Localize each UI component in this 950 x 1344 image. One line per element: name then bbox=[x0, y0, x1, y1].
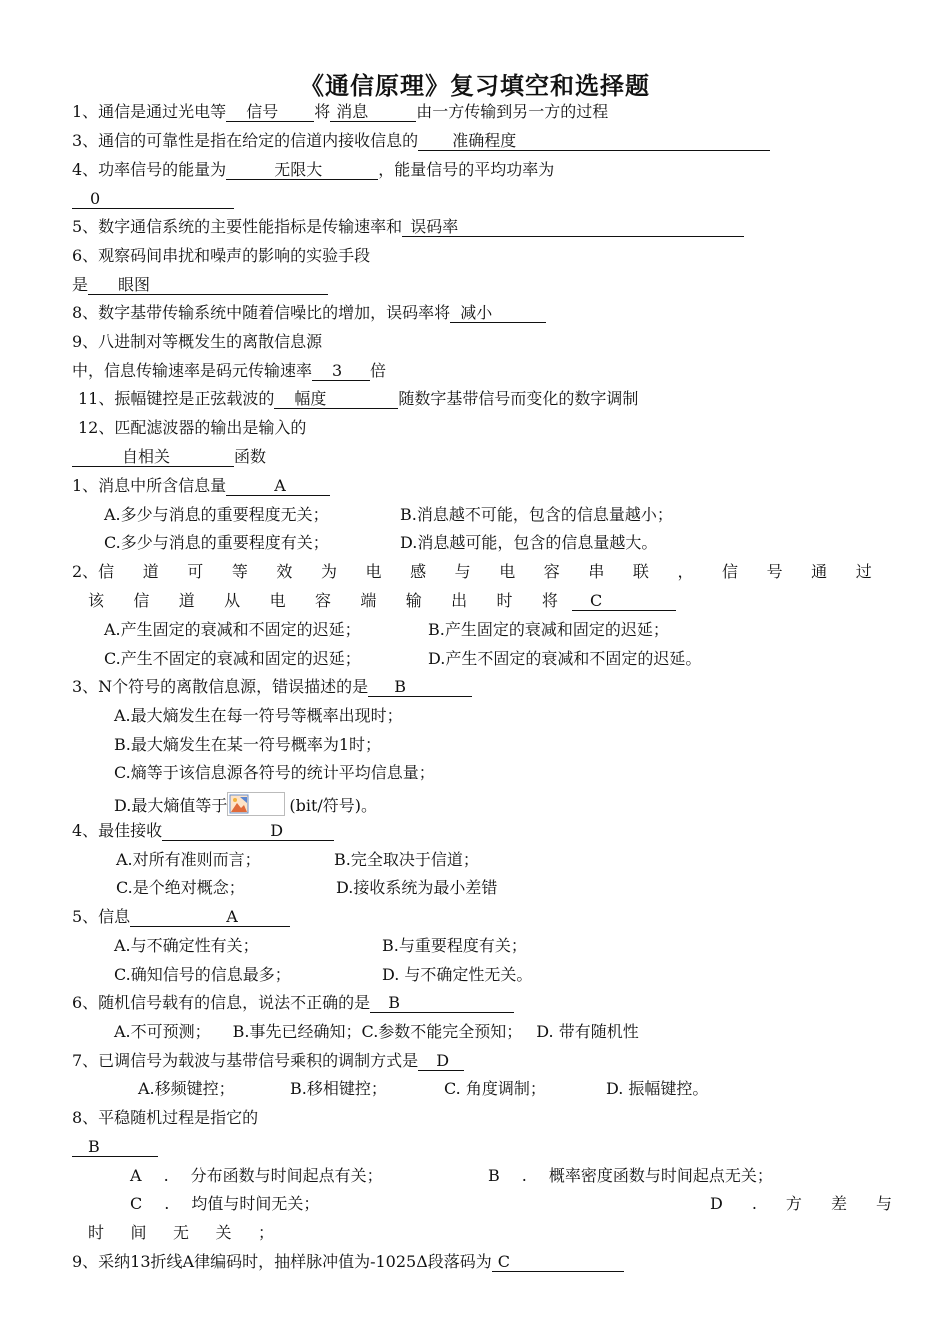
stem-char: 串 bbox=[588, 562, 605, 581]
option-d: D.消息越可能，包含的信息量越大。 bbox=[400, 533, 658, 552]
option-c: C.参数不能完全预知； bbox=[361, 1022, 523, 1041]
stem-char: 联 bbox=[632, 562, 649, 581]
option-b: B.完全取决于信道； bbox=[334, 850, 479, 869]
stem-char: 2、信 bbox=[72, 562, 115, 581]
choice-q9: 9、采纳13折线A律编码时，抽样脉冲值为-1025Δ段落码为 C bbox=[72, 1252, 624, 1272]
answer-blank: 减小 bbox=[450, 304, 546, 323]
stem-char: 关 bbox=[215, 1223, 232, 1242]
stem-char: 为 bbox=[320, 562, 337, 581]
answer-blank: D bbox=[418, 1052, 464, 1071]
option-a: A . 分布函数与时间起点有关； bbox=[130, 1166, 383, 1185]
option-c: C.熵等于该信息源各符号的统计平均信息量； bbox=[114, 763, 435, 782]
option-d: D. 带有随机性 bbox=[536, 1022, 639, 1041]
broken-image-icon bbox=[227, 792, 285, 816]
answer-blank: 眼图 bbox=[88, 276, 328, 295]
option-d: D. 振幅键控。 bbox=[606, 1079, 709, 1098]
stem-char: 道 bbox=[142, 562, 159, 581]
stem-char: 通 bbox=[811, 562, 828, 581]
fill-q5: 5、数字通信系统的主要性能指标是传输速率和 误码率 bbox=[72, 217, 744, 237]
stem-char: 电 bbox=[499, 562, 516, 581]
choice-q6-options bbox=[114, 1022, 639, 1042]
choice-q1: 1、消息中所含信息量 A bbox=[72, 476, 330, 496]
option-d: D.最大熵值等于 (bit/符号)。 bbox=[114, 792, 377, 816]
answer-blank: 信号 bbox=[226, 103, 314, 122]
stem-char: 与 bbox=[875, 1194, 892, 1213]
fill-q9-cont: 中，信息传输速率是码元传输速率 3 倍 bbox=[72, 361, 387, 380]
option-a: A.多少与消息的重要程度无关； bbox=[104, 505, 329, 524]
stem-char: 输 bbox=[405, 591, 422, 610]
option-a: A.最大熵发生在每一符号等概率出现时； bbox=[114, 706, 403, 725]
answer-blank: 误码率 bbox=[402, 218, 744, 237]
stem-char: 效 bbox=[276, 562, 293, 581]
stem-char: 间 bbox=[130, 1223, 147, 1242]
option-c: C . 均值与时间无关； bbox=[130, 1194, 320, 1213]
answer-blank: 无限大 bbox=[226, 161, 378, 180]
option-d: D.接收系统为最小差错 bbox=[336, 878, 498, 897]
choice-q3: 3、N个符号的离散信息源，错误描述的是 B bbox=[72, 677, 472, 697]
answer-blank: 0 bbox=[72, 190, 234, 209]
stem-char: 出 bbox=[451, 591, 468, 610]
stem-char: ； bbox=[257, 1223, 274, 1242]
option-c: C.确知信号的信息最多； bbox=[114, 965, 291, 984]
stem-char: 号 bbox=[766, 562, 783, 581]
answer-blank: B bbox=[370, 994, 514, 1013]
stem-char: ， bbox=[677, 562, 694, 581]
option-b: B.移相键控； bbox=[290, 1079, 387, 1098]
page-title: 《通信原理》复习填空和选择题 bbox=[300, 71, 650, 100]
choice-q4: 4、最佳接收 D bbox=[72, 821, 334, 841]
option-b: B . 概率密度函数与时间起点无关； bbox=[488, 1166, 773, 1185]
answer-blank: A bbox=[130, 908, 290, 927]
option-c: C.产生不固定的衰减和固定的迟延； bbox=[104, 649, 361, 668]
fill-q8: 8、数字基带传输系统中随着信噪比的增加，误码率将 减小 bbox=[72, 303, 546, 323]
answer-blank: B bbox=[368, 678, 472, 697]
stem-char: 端 bbox=[360, 591, 377, 610]
option-d bbox=[710, 1194, 892, 1214]
stem-char: 时 bbox=[88, 1223, 105, 1242]
option-c: C.多少与消息的重要程度有关； bbox=[104, 533, 329, 552]
fill-q12-cont: 自相关 函数 bbox=[72, 447, 266, 467]
stem-char: 信 bbox=[133, 591, 150, 610]
choice-q5: 5、信息 A bbox=[72, 907, 290, 927]
stem-char: 方 bbox=[785, 1194, 802, 1213]
answer-blank: 自相关 bbox=[72, 448, 234, 467]
answer-blank: 幅度 bbox=[274, 390, 398, 409]
stem-char: 从 bbox=[224, 591, 241, 610]
fill-q11: 11、振幅键控是正弦载波的 幅度 随数字基带信号而变化的数字调制 bbox=[78, 389, 639, 408]
fill-q6: 6、观察码间串扰和噪声的影响的实验手段 bbox=[72, 246, 371, 265]
option-a: A.与不确定性有关； bbox=[114, 936, 259, 955]
choice-q2-stem bbox=[72, 562, 872, 582]
option-b: B.与重要程度有关； bbox=[382, 936, 527, 955]
choice-q2-stem-cont bbox=[88, 591, 676, 611]
choice-q6: 6、随机信号载有的信息，说法不正确的是 B bbox=[72, 993, 514, 1013]
option-c: C. 角度调制； bbox=[444, 1079, 546, 1098]
stem-char: 容 bbox=[314, 591, 331, 610]
stem-char: 与 bbox=[454, 562, 471, 581]
fill-q1: 1、通信是通过光电等 信号 将 消息 由一方传输到另一方的过程 bbox=[72, 102, 609, 121]
answer-blank: 3 bbox=[312, 362, 370, 381]
answer-blank: A bbox=[226, 477, 330, 496]
option-a: A.不可预测； bbox=[114, 1022, 211, 1041]
option-a: A.对所有准则而言； bbox=[116, 850, 261, 869]
option-d: D.产生不固定的衰减和不固定的迟延。 bbox=[428, 649, 702, 668]
stem-char: 无 bbox=[172, 1223, 189, 1242]
stem-char: 容 bbox=[543, 562, 560, 581]
choice-q8-answer bbox=[72, 1137, 158, 1157]
stem-char: 将 bbox=[541, 591, 558, 610]
choice-q7: 7、已调信号为载波与基带信号乘积的调制方式是 D bbox=[72, 1051, 464, 1071]
answer-blank: B bbox=[72, 1138, 158, 1157]
stem-char: 差 bbox=[830, 1194, 847, 1213]
fill-q4: 4、功率信号的能量为 无限大 ，能量信号的平均功率为 bbox=[72, 160, 555, 179]
stem-char: D bbox=[710, 1194, 723, 1213]
answer-blank: C bbox=[492, 1253, 624, 1272]
fill-q12: 12、匹配滤波器的输出是输入的 bbox=[78, 418, 307, 437]
answer-blank: D bbox=[162, 822, 334, 841]
stem-char: 等 bbox=[231, 562, 248, 581]
option-d-cont bbox=[88, 1223, 274, 1243]
answer-blank: C bbox=[572, 592, 676, 611]
answer-blank: 消息 bbox=[330, 103, 416, 122]
stem-char: 感 bbox=[410, 562, 427, 581]
fill-q9: 9、八进制对等概发生的离散信息源 bbox=[72, 332, 323, 351]
stem-char: . bbox=[751, 1194, 757, 1213]
answer-blank: 准确程度 bbox=[418, 132, 770, 151]
fill-q4-answer2 bbox=[72, 189, 234, 209]
stem-char: 道 bbox=[178, 591, 195, 610]
fill-q3: 3、通信的可靠性是指在给定的信道内接收信息的 准确程度 bbox=[72, 131, 770, 151]
stem-char: 信 bbox=[722, 562, 739, 581]
stem-char: 可 bbox=[187, 562, 204, 581]
option-b: B.事先已经确知； bbox=[232, 1022, 362, 1041]
option-a: A.移频键控； bbox=[138, 1079, 235, 1098]
option-a: A.产生固定的衰减和不固定的迟延； bbox=[104, 620, 361, 639]
option-b: B.最大熵发生在某一符号概率为1时； bbox=[114, 735, 382, 754]
stem-char: 该 bbox=[88, 591, 105, 610]
choice-q8: 8、平稳随机过程是指它的 bbox=[72, 1108, 259, 1127]
option-d: D. 与不确定性无关。 bbox=[382, 965, 533, 984]
option-c: C.是个绝对概念； bbox=[116, 878, 245, 897]
stem-char: 过 bbox=[855, 562, 872, 581]
stem-char: 电 bbox=[365, 562, 382, 581]
stem-char: 电 bbox=[269, 591, 286, 610]
fill-q6-cont: 是 眼图 bbox=[72, 275, 328, 295]
stem-char: 时 bbox=[496, 591, 513, 610]
option-b: B.产生固定的衰减和固定的迟延； bbox=[428, 620, 669, 639]
option-b: B.消息越不可能，包含的信息量越小； bbox=[400, 505, 673, 524]
